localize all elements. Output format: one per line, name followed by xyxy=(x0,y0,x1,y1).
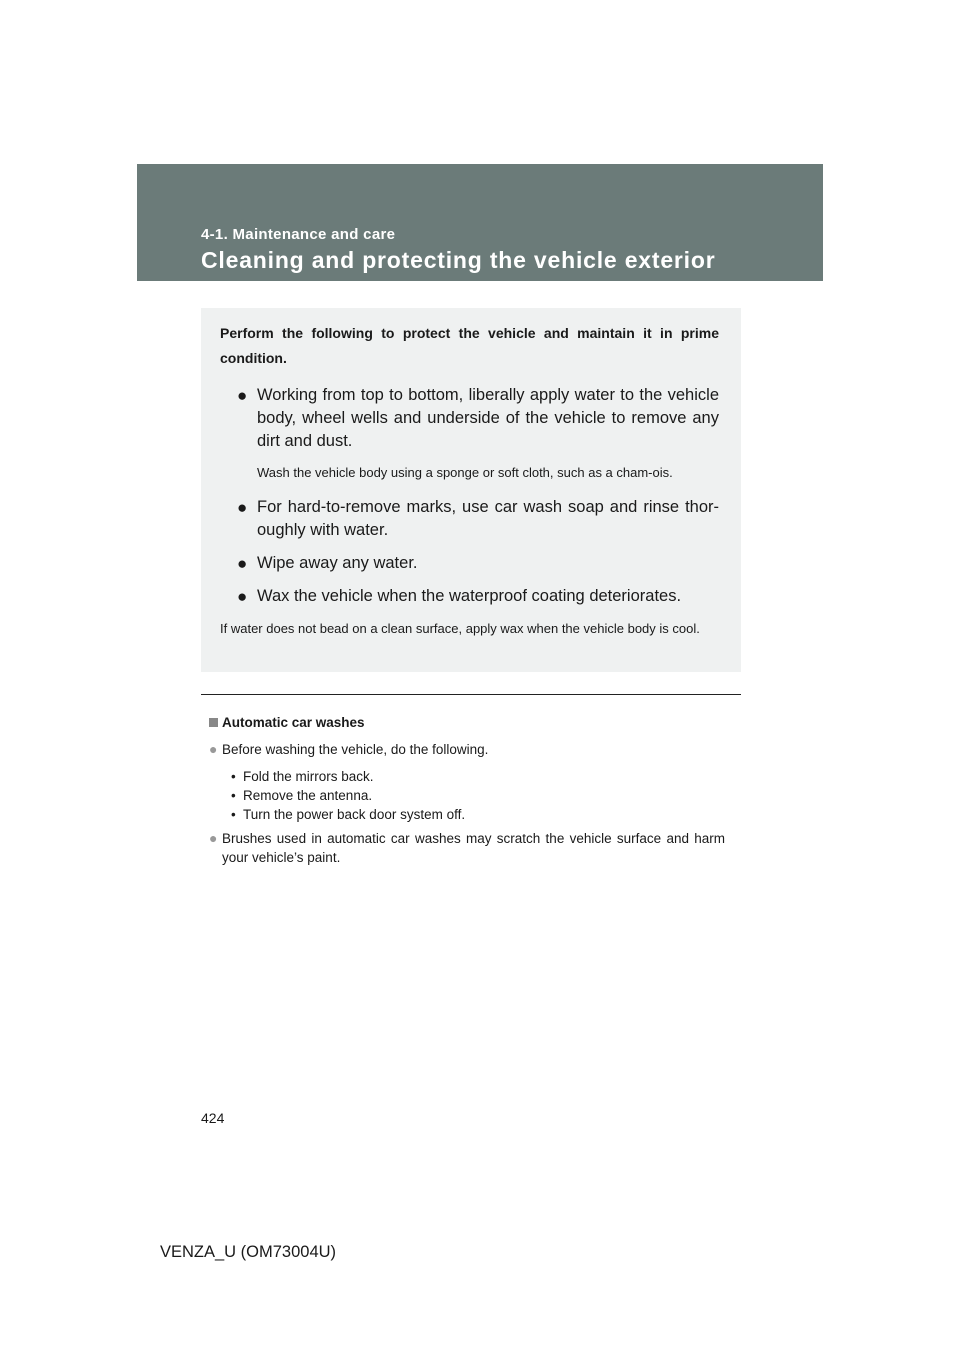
section-label: 4-1. Maintenance and care xyxy=(201,226,396,243)
page-title: Cleaning and protecting the vehicle exterior xyxy=(201,247,716,273)
bullet-text: Wipe away any water. xyxy=(257,554,418,572)
bullet-text: For hard-to-remove marks, use car wash soap and rinse thor-oughly with water. xyxy=(257,498,719,539)
list-item: • Remove the antenna. xyxy=(231,788,373,803)
bullet-icon: ● xyxy=(209,830,218,846)
bullet-icon: ● xyxy=(237,587,248,606)
bullet-icon: ● xyxy=(237,498,248,517)
bullet-text: Working from top to bottom, liberally apply water to the vehicle body, wheel wells and underside of the vehicle to remove any dirt and dust. xyxy=(257,386,719,450)
note-item xyxy=(209,740,725,759)
bullet-note: Wash the vehicle body using a sponge or soft cloth, such as a cham-ois. xyxy=(257,465,673,480)
note-item xyxy=(209,829,725,867)
bullet-icon: ● xyxy=(237,386,248,405)
intro-text: Perform the following to protect the vehicle and maintain it in prime condition. xyxy=(220,325,719,366)
bullet-icon: ● xyxy=(237,554,248,573)
intro-footnote: If water does not bead on a clean surface, apply wax when the vehicle body is cool. xyxy=(220,621,700,636)
section-divider xyxy=(201,694,741,695)
notes-section xyxy=(209,713,725,867)
notes-heading: Automatic car washes xyxy=(209,713,725,733)
intro-bullet xyxy=(237,552,719,575)
intro-bullet xyxy=(237,585,719,608)
note-sublist xyxy=(231,767,725,824)
document-code: VENZA_U (OM73004U) xyxy=(160,1243,337,1261)
intro-bullet xyxy=(237,384,719,453)
square-bullet-icon xyxy=(209,718,218,727)
note-text: Before washing the vehicle, do the following. xyxy=(222,742,489,757)
intro-bullet xyxy=(237,496,719,542)
note-text: Brushes used in automatic car washes may scratch the vehicle surface and harm your vehicle’s paint. xyxy=(222,831,725,865)
list-item: • Turn the power back door system off. xyxy=(231,807,466,822)
bullet-icon: ● xyxy=(209,741,218,757)
bullet-text: Wax the vehicle when the waterproof coating deteriorates. xyxy=(257,587,682,605)
intro-box xyxy=(201,308,741,672)
list-item: • Fold the mirrors back. xyxy=(231,769,374,784)
page-number: 424 xyxy=(201,1110,225,1126)
